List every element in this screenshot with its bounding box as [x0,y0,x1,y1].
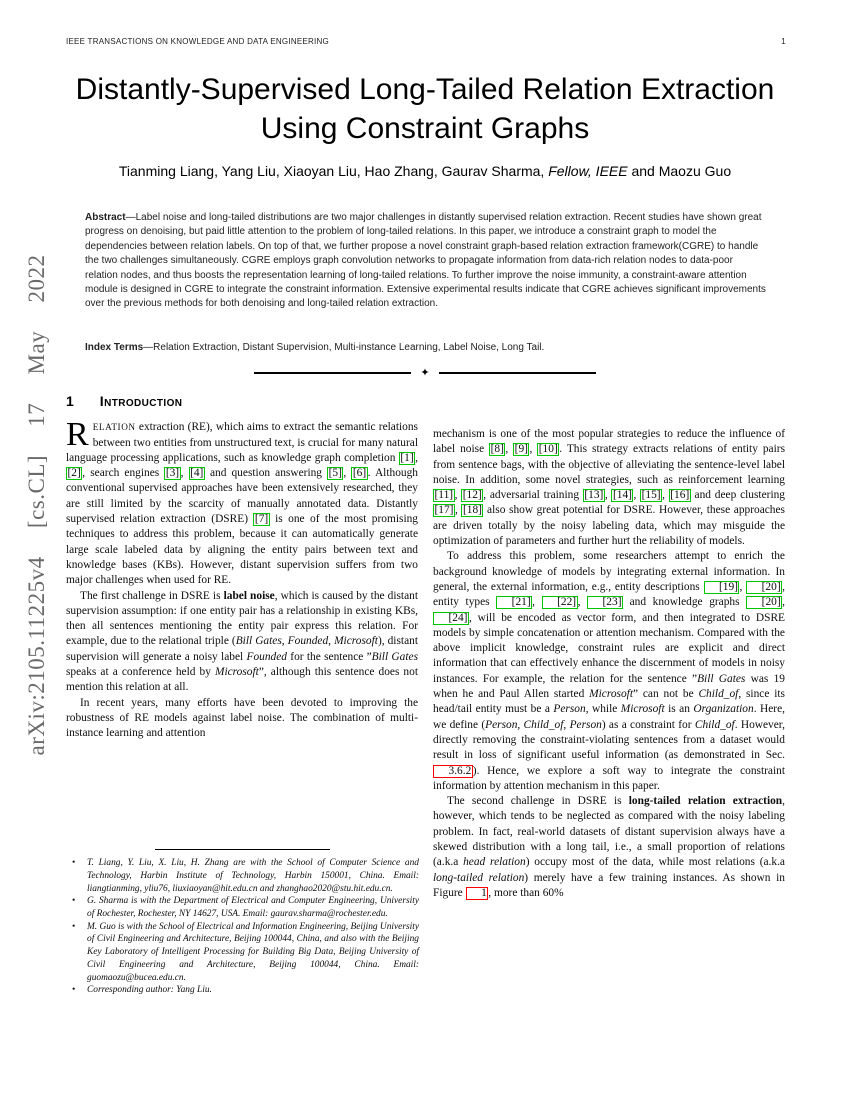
italic-run: Person [553,703,586,716]
running-header [66,37,786,46]
small-caps-run: ELATION [92,422,136,433]
italic-run: Microsoft [620,703,665,716]
citation-link[interactable]: [2] [67,467,81,480]
italic-run: Founded [287,635,329,648]
author-honorific: Fellow, IEEE [548,163,628,179]
citation-link[interactable]: [7] [254,513,269,526]
arxiv-stamp: arXiv:2105.11225v4 [cs.CL] 17 May 2022 [24,254,49,756]
author-line [0,163,850,179]
italic-run: long-tailed relation [433,871,525,884]
internal-ref-link[interactable]: 3.6.2 [433,765,473,778]
internal-ref-link[interactable]: 1 [466,887,489,900]
citation-link[interactable]: [22] [542,596,578,609]
abstract-label: Abstract [85,212,126,223]
bold-run: long-tailed relation extraction [628,795,783,808]
body-columns [66,394,785,901]
journal-name: IEEE TRANSACTIONS ON KNOWLEDGE AND DATA ENGINEERING [66,37,330,46]
divider-rule-left [254,372,411,373]
citation-link[interactable]: [17] [434,504,454,517]
italic-run: Microsoft [214,666,259,679]
citation-link[interactable]: [4] [190,467,204,480]
citation-link[interactable]: [23] [587,596,623,609]
italic-run: Child_of [698,688,739,701]
author-names-tail: and Maozu Guo [627,163,732,179]
paragraph: To address this problem, some researchers attempt to enrich the background knowledge of models by integrating external information. In general, the external information, e.g., entity descriptions [19] , [20] , entity types [21] , [22] , [23] and knowledge graphs [20] , [24] , will be encoded as vector form, and then integrated to DSRE models by simple concatenation or attention mechanism. Compared with the above implicit knowledge, constraint rules are explicit and direct information that can effectively enhance the discernment of models in noisy instances. For example, the relation for the sentence ”Bill Gates was 19 when he and Paul Allen started Microsoft” can not be Child_of, since its head/tail entity must be a Person, while Microsoft is an Organization. Here, we define (Person, Child_of, Person) as a constraint for Child_of. However, directly removing the constraint-violating sentences from a dataset would result in loss of significant useful information (as demonstrated in Sec. 3.6.2 ). Hence, we explore a soft way to integrate the constraint information by attention mechanism in this paper. [433,550,785,792]
paragraph: The first challenge in DSRE is label noise, which is caused by the distant supervision assumption: if one entity pair has a relationship in existing KBs, then all sentences mentioning the entity pair express this relation. For example, due to the relational triple (Bill Gates, Founded, Microsoft), distant supervision will generate a noisy label Founded for the sentence ”Bill Gates speaks at a conference held by Microsoft”, although this sentence does not mention this relation at all. [66,589,418,694]
divider-rule-right [439,372,596,373]
citation-link[interactable]: [13] [584,489,604,502]
paragraph: The second challenge in DSRE is long-tailed relation extraction, however, which tends to be neglected as compared with the noisy labeling problem. In fact, real-world datasets of distant supervision always have a skewed distribution with a long tail, i.e., a small proportion of relations (a.k.a head relation) occupy most of the data, while most relations (a.k.a long-tailed relation) merely have a few training instances. As shown in Figure 1 , more than 60% [433,795,785,899]
footnote-list [66,857,419,997]
citation-link[interactable]: [16] [670,489,690,502]
citation-link[interactable]: [14] [612,489,632,502]
citation-link[interactable]: [21] [496,596,532,609]
diamond-icon: ✦ [420,366,430,379]
author-footnotes [66,849,419,997]
index-terms [85,341,767,355]
citation-link[interactable]: [15] [641,489,661,502]
footnote-item: • M. Guo is with the School of Electrical and Information Engineering, Beijing University of Civil Engineering and Architecture, Beijing 100044, China, and also with the Beijing Key Laboratory of Intelligent Processing for Building Big Data, Beijing University of Civil Engineering and Architecture, Beijing 100044, China. Email: guomaozu@bucea.edu.cn. [66,921,419,985]
italic-run: Organization [693,703,754,716]
italic-run: Founded [246,650,287,663]
footnote-item: • Corresponding author: Yang Liu. [66,984,419,997]
citation-link[interactable]: [24] [433,612,469,625]
italic-run: Child_of [523,718,564,731]
citation-link[interactable]: [20] [746,581,782,594]
citation-link[interactable]: [19] [704,581,740,594]
author-names: Tianming Liang, Yang Liu, Xiaoyan Liu, Hao Zhang, Gaurav Sharma, [118,163,549,179]
right-column [433,394,785,901]
citation-link[interactable]: [9] [514,443,528,456]
footnote-rule [155,849,330,850]
citation-link[interactable]: [3] [165,467,180,480]
paragraph: mechanism is one of the most popular strategies to reduce the influence of label noise [8] , [9] , [10] . This strategy extracts relations of entity pairs from sentence bags, with the objective of alleviating the sentence-level label noise. In addition, some novel strategies, such as reinforcement learning [11] , [12] , adversarial training [13] , [14] , [15] , [16] and deep clustering [17] , [18] also show great potential for DSRE. However, these approaches are driven totally by the noisy labeling data, which may misguide the optimization of parameters and further hurt the reliability of models. [433,428,786,548]
italic-run: Person [485,718,518,731]
italic-run: Bill Gates [371,650,418,663]
citation-link[interactable]: [11] [434,489,454,502]
citation-link[interactable]: [12] [462,489,482,502]
citation-link[interactable]: [8] [490,443,504,456]
section-heading [66,394,418,409]
index-terms-label: Index Terms [85,342,144,353]
page-number: 1 [781,37,786,46]
italic-run: head relation [463,856,526,869]
citation-link[interactable]: [1] [400,451,414,464]
bold-run: label noise [223,589,275,602]
abstract-text: —Label noise and long-tailed distributions are two major challenges in distantly supervised relation extraction. Recent studies have shown great progress on denoising, but paid little attention to the problem of long-tailed relations. In this paper, we introduce a constraint graph to model the dependencies between relation labels. On top of that, we further propose a novel constraint graph-based relation extraction framework(CGRE) to handle the two challenges simultaneously. CGRE employs graph convolution networks to propagate information from data-rich relation nodes to data-poor relation nodes, and thus boosts the representation learning of long-tailed relations. To further improve the noise immunity, a constraint-aware attention module is designed in CGRE to integrate the constraint information. Extensive experimental results indicate that CGRE achieves significant improvements over the previous methods for both denoising and long-tailed relation extraction. [85,212,766,310]
paragraph: In recent years, many efforts have been devoted to improving the robustness of RE models against label noise. The combination of multi-instance learning and attention [66,696,418,740]
section-title: Introduction [99,394,183,409]
citation-link[interactable]: [5] [328,467,342,480]
italic-run: Person [569,718,602,731]
left-column [66,394,418,850]
footnote-item: • T. Liang, Y. Liu, X. Liu, H. Zhang are with the School of Computer Science and Technology, Harbin Institute of Technology, Harbin 150001, China. Email: liangtianming, yliu76, liuxiaoyan@hit.edu.cn and zhanghao2020@stu.hit.edu.cn. [66,857,419,895]
italic-run: Child_of [694,718,735,731]
footnote-item: • G. Sharma is with the Department of Electrical and Computer Engineering, University of Rochester, Rochester, NY 14627, USA. Email: gaurav.sharma@rochester.edu. [66,895,419,920]
italic-run: Bill Gates [697,672,746,685]
section-number: 1 [66,394,74,409]
citation-link[interactable]: [20] [746,596,782,609]
citation-link[interactable]: [10] [538,443,558,456]
abstract [85,211,767,312]
paragraph: RELATION extraction (RE), which aims to extract the semantic relations between two entities from unstructured text, is crucial for many natural language processing applications, such as knowledge graph completion [1] , [2] , search engines [3] , [4] and question answering [5] , [6] . Although conventional supervised approaches have been extensively researched, they are still limited by the scarcity of manually annotated data. Distantly supervised relation extraction (DSRE) [7] is one of the most promising techniques to address this problem, because it can automatically generate large scale labeled data by aligning the entity pairs between text and knowledge bases (KBs). However, distant supervision suffers from two major challenges when used for RE. [66,416,418,587]
drop-cap: R [66,416,89,454]
italic-run: Microsoft [334,635,378,648]
paper-title: Distantly-Supervised Long-Tailed Relation Extraction Using Constraint Graphs [75,73,775,145]
citation-link[interactable]: [18] [462,504,482,517]
italic-run: Microsoft [589,688,633,701]
index-terms-text: —Relation Extraction, Distant Supervision, Multi-instance Learning, Label Noise, Long Tail. [143,342,545,353]
section-divider [0,366,850,380]
italic-run: Bill Gates [235,635,282,648]
citation-link[interactable]: [6] [352,467,367,480]
